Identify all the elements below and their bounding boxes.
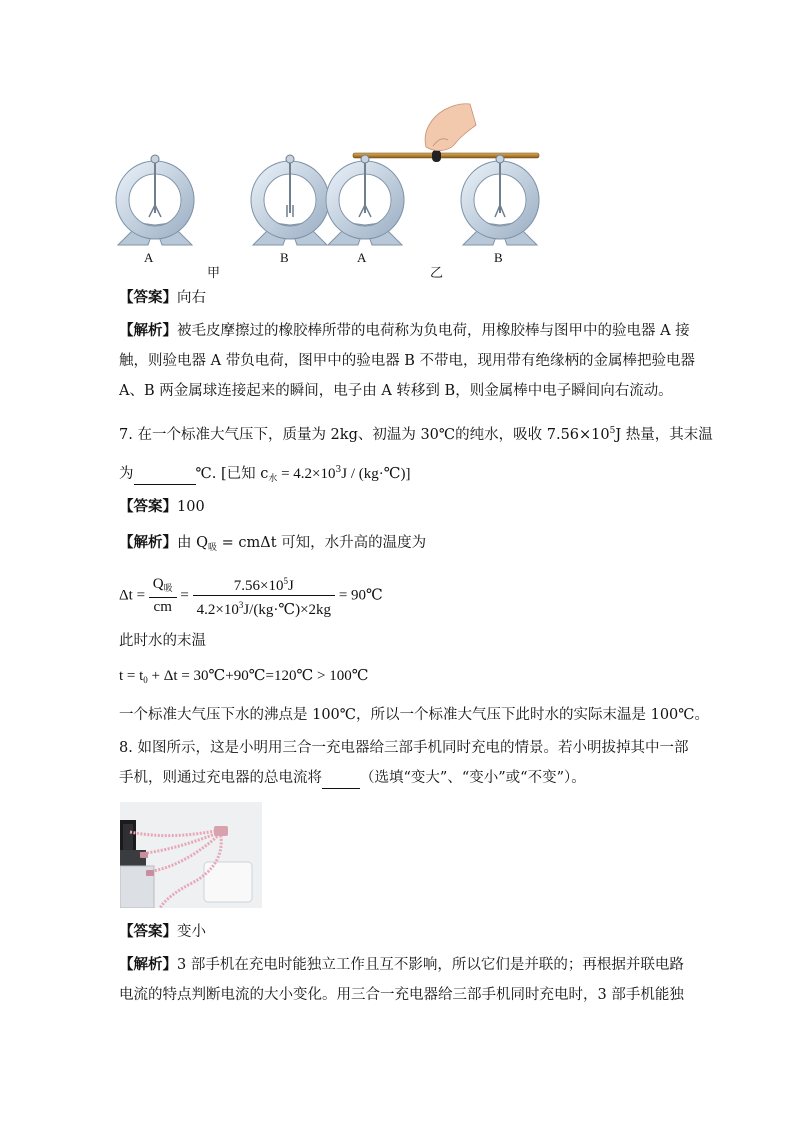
frac-den: cm [153, 599, 172, 615]
exponent: 5 [283, 576, 289, 586]
label-b-jia: B [280, 250, 289, 265]
exponent: 3 [335, 465, 342, 475]
label-a-yi: A [357, 250, 367, 265]
q7-stem-line-1 [119, 421, 713, 445]
answer-text: 100 [177, 499, 205, 515]
answer-tag: 【答案】 [119, 498, 177, 515]
exponent: 3 [238, 600, 244, 610]
q8-answer [119, 922, 206, 942]
q6-analysis-line-2: 触，则验电器 A 带负电荷，图甲中的验电器 B 不带电，现用带有绝缘柄的金属棒把验电器 [119, 353, 696, 369]
answer-tag: 【答案】 [119, 923, 177, 940]
q7-analysis-line-1 [119, 533, 426, 558]
label-b-yi: B [494, 250, 503, 265]
analysis-tag: 【解析】 [119, 956, 177, 973]
answer-blank [134, 464, 196, 485]
q6-analysis-line-1 [119, 321, 690, 341]
q8-analysis-line-1 [119, 955, 684, 975]
answer-text: 向右 [177, 290, 206, 306]
q6-answer [119, 288, 206, 308]
q7-stem-line-2 [119, 460, 411, 489]
eq2-text-2: + Δt = 30℃+90℃=120℃ > 100℃ [147, 668, 369, 684]
q8-stem-line-1: 8. 如图所示，这是小明用三合一充电器给三部手机同时充电的情景。若小明拔掉其中一部 [119, 740, 689, 756]
label-jia: 甲 [207, 266, 221, 281]
label-a-jia: A [144, 250, 154, 265]
frac-num: Q [152, 576, 164, 592]
charger-photo [120, 802, 262, 908]
eq-equals: = [176, 587, 193, 604]
eq-result: = 90℃ [335, 587, 383, 604]
answer-blank [322, 768, 360, 789]
frac-num-unit: J [288, 578, 294, 594]
q7-stem-text: 7. 在一个标准大气压下，质量为 2kg、初温为 30℃的纯水，吸收 7.56×10 [119, 427, 610, 443]
q7-stem-text-3: ℃. [已知 c [195, 466, 269, 482]
q8-analysis-line-2: 电流的特点判断电流的大小变化。用三合一充电器给三部手机同时充电时，3 部手机能独 [119, 987, 684, 1003]
subscript: 吸 [208, 543, 218, 553]
analysis-tag: 【解析】 [119, 534, 177, 551]
label-yi: 乙 [430, 266, 444, 281]
analysis-text: 3 部手机在充电时能独立工作且互不影响，所以它们是并联的；再根据并联电路 [177, 957, 684, 973]
frac-den-unit: J/(kg·℃)×2kg [243, 602, 332, 618]
eq-lhs: Δt = [119, 587, 149, 604]
electroscope-b-right [461, 155, 539, 245]
frac-den-value: 4.2×10 [196, 602, 239, 618]
electroscope-b-left [251, 155, 329, 245]
frac-num-value: 7.56×10 [233, 578, 284, 594]
math-text: = 4.2×10 [277, 466, 336, 482]
exponent: 5 [609, 426, 616, 436]
math-unit: J / (kg·℃)] [341, 466, 411, 482]
metal-rod-with-handle [353, 104, 539, 162]
equation-final-temp [119, 666, 369, 690]
q8-stem-text-2: （选填“变大”、“变小”或“不变”）。 [360, 770, 586, 786]
eq2-text: t = t [119, 668, 144, 684]
fraction-q-over-cm [149, 575, 177, 616]
equation-delta-t [119, 572, 383, 619]
analysis-text: 由 Q [177, 535, 208, 551]
q6-analysis-line-3: A、B 两金属球连接起来的瞬间，电子由 A 转移到 B，则金属棒中电子瞬间向右流动。 [119, 383, 673, 399]
electroscope-a-right [326, 155, 404, 245]
subscript: 吸 [163, 583, 173, 593]
answer-tag: 【答案】 [119, 289, 177, 306]
analysis-text-2: = cmΔt 可知，水升高的温度为 [217, 535, 427, 551]
q8-stem-text: 手机，则通过充电器的总电流将 [119, 770, 322, 786]
electroscope-figure [110, 95, 560, 265]
q7-stem-prefix: 为 [119, 466, 134, 482]
analysis-text: 被毛皮摩擦过的橡胶棒所带的电荷称为负电荷，用橡胶棒与图甲中的验电器 A 接 [177, 323, 690, 339]
analysis-tag: 【解析】 [119, 322, 177, 339]
answer-text: 变小 [177, 924, 206, 940]
q7-answer [119, 497, 205, 517]
q7-stem-text-2: J 热量，其末温 [615, 427, 713, 443]
q8-stem-line-2 [119, 768, 586, 789]
electroscope-a-left [116, 155, 194, 245]
q7-conclusion: 一个标准大气压下水的沸点是 100℃，所以一个标准大气压下此时水的实际末温是 100℃。 [119, 707, 710, 723]
fraction-values [193, 572, 335, 619]
q7-final-temp-text: 此时水的末温 [119, 633, 206, 649]
subscript: 0 [143, 675, 148, 685]
subscript: 水 [268, 474, 278, 484]
